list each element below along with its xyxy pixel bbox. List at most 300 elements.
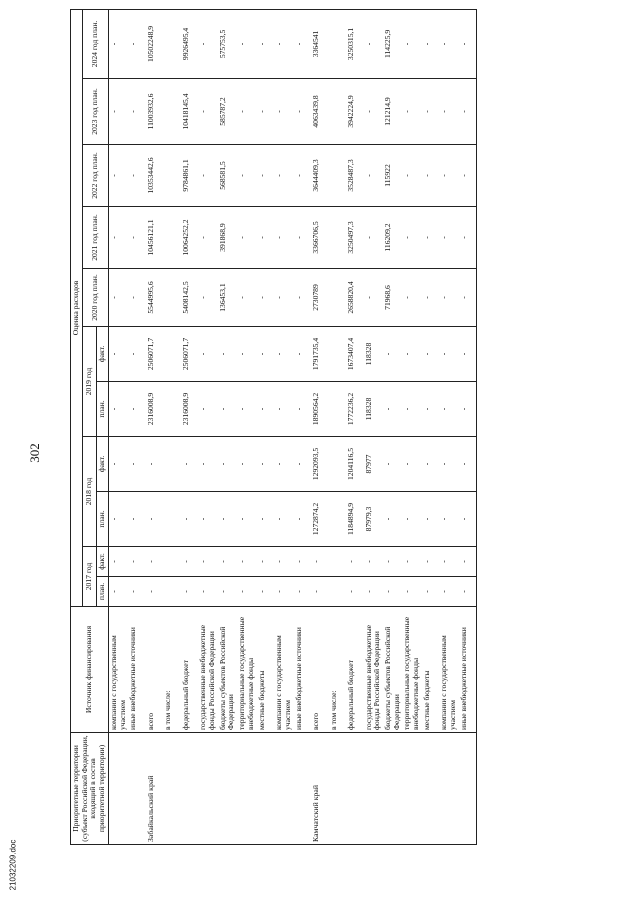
value-cell: 10502248,9 xyxy=(146,9,164,78)
value-cell: - xyxy=(146,577,164,607)
value-cell: - xyxy=(459,382,477,437)
value-cell: - xyxy=(181,547,199,577)
value-cell: - xyxy=(108,79,128,145)
value-cell: - xyxy=(364,547,383,577)
table-row xyxy=(274,9,293,844)
value-cell: 121214,9 xyxy=(383,79,402,145)
value-cell: 3644409,3 xyxy=(311,145,329,207)
table-row xyxy=(163,9,181,844)
territory-cell xyxy=(218,733,237,845)
page-number: 302 xyxy=(27,443,42,463)
value-cell: - xyxy=(128,547,146,577)
value-cell: - xyxy=(346,547,364,577)
value-cell: 10064252,2 xyxy=(181,207,199,269)
table-row xyxy=(146,9,164,844)
value-cell: - xyxy=(459,207,477,269)
value-cell: - xyxy=(439,382,458,437)
value-cell: - xyxy=(274,492,293,547)
value-cell xyxy=(163,577,181,607)
value-cell: - xyxy=(257,9,275,78)
value-cell: - xyxy=(402,547,421,577)
source-cell: территориальные государственные внебюджетные фонды xyxy=(237,607,256,733)
territory-cell xyxy=(422,733,440,845)
territory-cell xyxy=(329,733,347,845)
value-cell: - xyxy=(274,327,293,382)
value-cell: - xyxy=(294,382,312,437)
territory-cell xyxy=(128,733,146,845)
value-cell: - xyxy=(274,9,293,78)
value-cell: - xyxy=(237,437,256,492)
value-cell: 585787,2 xyxy=(218,79,237,145)
source-cell: местные бюджеты xyxy=(422,607,440,733)
value-cell: - xyxy=(383,577,402,607)
value-cell: - xyxy=(257,547,275,577)
year-2024-header: 2024 год план. xyxy=(82,9,108,78)
value-cell: - xyxy=(364,577,383,607)
value-cell: 87979,3 xyxy=(364,492,383,547)
value-cell: - xyxy=(439,269,458,327)
value-cell: 71968,6 xyxy=(383,269,402,327)
value-cell: - xyxy=(383,547,402,577)
value-cell: - xyxy=(402,382,421,437)
value-cell: 3528487,3 xyxy=(346,145,364,207)
value-cell: - xyxy=(237,577,256,607)
value-cell xyxy=(329,547,347,577)
value-cell: - xyxy=(439,9,458,78)
value-cell: - xyxy=(402,577,421,607)
value-cell: - xyxy=(198,577,217,607)
value-cell: - xyxy=(274,577,293,607)
value-cell: 10353442,6 xyxy=(146,145,164,207)
value-cell: 2316008,9 xyxy=(181,382,199,437)
value-cell: - xyxy=(439,577,458,607)
territory-cell xyxy=(383,733,402,845)
territory-cell: Камчатский край xyxy=(311,733,329,845)
value-cell: - xyxy=(257,269,275,327)
value-cell: - xyxy=(274,437,293,492)
value-cell: - xyxy=(108,327,128,382)
value-cell xyxy=(329,492,347,547)
value-cell: 3366706,5 xyxy=(311,207,329,269)
value-cell: - xyxy=(274,207,293,269)
value-cell: - xyxy=(383,382,402,437)
value-cell: - xyxy=(218,327,237,382)
territory-header: Приоритетные территории (субъект Российской Федерации, входящий в состав приоритетной территории) xyxy=(71,733,109,845)
value-cell: - xyxy=(257,145,275,207)
value-cell: 1272874,2 xyxy=(311,492,329,547)
value-cell: - xyxy=(257,327,275,382)
source-cell: местные бюджеты xyxy=(257,607,275,733)
value-cell: - xyxy=(422,327,440,382)
value-cell: - xyxy=(198,547,217,577)
value-cell: - xyxy=(459,79,477,145)
table-row xyxy=(459,9,477,844)
value-cell: 1204116,5 xyxy=(346,437,364,492)
value-cell: - xyxy=(294,437,312,492)
value-cell: 118328 xyxy=(364,382,383,437)
value-cell xyxy=(163,327,181,382)
value-cell: - xyxy=(294,145,312,207)
value-cell xyxy=(163,492,181,547)
territory-cell xyxy=(402,733,421,845)
source-cell: иные внебюджетные источники xyxy=(294,607,312,733)
value-cell: - xyxy=(218,547,237,577)
table-row xyxy=(294,9,312,844)
value-cell: - xyxy=(274,145,293,207)
value-cell: - xyxy=(459,9,477,78)
fact-2019-header: факт. xyxy=(97,327,109,382)
value-cell xyxy=(329,145,347,207)
value-cell: 115922 xyxy=(383,145,402,207)
value-cell: - xyxy=(439,547,458,577)
value-cell: 575753,5 xyxy=(218,9,237,78)
value-cell: - xyxy=(402,269,421,327)
value-cell: - xyxy=(402,492,421,547)
year-2017-header: 2017 год xyxy=(82,547,96,607)
value-cell: - xyxy=(108,437,128,492)
value-cell xyxy=(329,382,347,437)
table-row xyxy=(257,9,275,844)
value-cell xyxy=(163,269,181,327)
source-cell: компании с государственным участием xyxy=(274,607,293,733)
value-cell: 568581,5 xyxy=(218,145,237,207)
value-cell: - xyxy=(181,492,199,547)
value-cell: - xyxy=(146,547,164,577)
value-cell: - xyxy=(108,547,128,577)
territory-cell xyxy=(294,733,312,845)
value-cell: - xyxy=(237,327,256,382)
territory-cell xyxy=(108,733,128,845)
value-cell: - xyxy=(402,327,421,382)
value-cell: 5544995,6 xyxy=(146,269,164,327)
value-cell: - xyxy=(128,492,146,547)
value-cell: - xyxy=(422,9,440,78)
table-row xyxy=(364,9,383,844)
value-cell: - xyxy=(257,207,275,269)
value-cell: 1184894,9 xyxy=(346,492,364,547)
value-cell: 3942224,9 xyxy=(346,79,364,145)
value-cell: - xyxy=(422,492,440,547)
value-cell: - xyxy=(402,437,421,492)
value-cell: - xyxy=(422,437,440,492)
source-cell: всего xyxy=(311,607,329,733)
value-cell xyxy=(163,9,181,78)
value-cell: - xyxy=(257,382,275,437)
value-cell: - xyxy=(198,382,217,437)
table-row xyxy=(108,9,128,844)
value-cell: - xyxy=(274,79,293,145)
value-cell: - xyxy=(294,577,312,607)
value-cell: - xyxy=(364,9,383,78)
value-cell: - xyxy=(311,577,329,607)
source-header: Источник финансирования xyxy=(71,607,109,733)
table-row xyxy=(329,9,347,844)
value-cell: - xyxy=(108,145,128,207)
value-cell xyxy=(163,437,181,492)
value-cell: - xyxy=(218,492,237,547)
source-cell: федеральный бюджет xyxy=(346,607,364,733)
value-cell: - xyxy=(198,9,217,78)
value-cell: - xyxy=(439,492,458,547)
value-cell: - xyxy=(237,207,256,269)
value-cell: - xyxy=(198,207,217,269)
value-cell: 2506071,7 xyxy=(146,327,164,382)
value-cell: - xyxy=(237,382,256,437)
value-cell: - xyxy=(257,492,275,547)
territory-cell: Забайкальский край xyxy=(146,733,164,845)
value-cell: - xyxy=(459,577,477,607)
value-cell: 2316008,9 xyxy=(146,382,164,437)
source-cell: государственные внебюджетные фонды Российской Федерации xyxy=(198,607,217,733)
value-cell xyxy=(329,437,347,492)
value-cell: - xyxy=(294,547,312,577)
value-cell xyxy=(329,327,347,382)
value-cell xyxy=(329,577,347,607)
value-cell: - xyxy=(459,492,477,547)
source-cell: бюджеты субъектов Российской Федерации xyxy=(383,607,402,733)
value-cell: 1890564,2 xyxy=(311,382,329,437)
value-cell: - xyxy=(218,382,237,437)
value-cell: 3364541 xyxy=(311,9,329,78)
source-cell: в том числе: xyxy=(329,607,347,733)
value-cell: - xyxy=(439,437,458,492)
table-row xyxy=(128,9,146,844)
value-cell: 1673407,4 xyxy=(346,327,364,382)
value-cell: 1791735,4 xyxy=(311,327,329,382)
value-cell: - xyxy=(364,79,383,145)
value-cell: 391868,9 xyxy=(218,207,237,269)
value-cell: - xyxy=(237,492,256,547)
value-cell: 87977 xyxy=(364,437,383,492)
value-cell: - xyxy=(128,327,146,382)
value-cell: - xyxy=(364,145,383,207)
value-cell: - xyxy=(108,577,128,607)
table-row xyxy=(383,9,402,844)
source-cell: компании с государственным участием xyxy=(108,607,128,733)
value-cell: - xyxy=(439,207,458,269)
value-cell: - xyxy=(459,269,477,327)
source-cell: всего xyxy=(146,607,164,733)
value-cell: - xyxy=(128,145,146,207)
value-cell: 4063439,8 xyxy=(311,79,329,145)
value-cell: - xyxy=(181,577,199,607)
territory-cell xyxy=(459,733,477,845)
table-row xyxy=(402,9,421,844)
table-row xyxy=(181,9,199,844)
year-2019-header: 2019 год xyxy=(82,327,96,437)
value-cell: 1292093,5 xyxy=(311,437,329,492)
source-cell: компании с государственным участием xyxy=(439,607,458,733)
territory-cell xyxy=(274,733,293,845)
value-cell: - xyxy=(108,269,128,327)
value-cell xyxy=(329,79,347,145)
value-cell: - xyxy=(198,327,217,382)
value-cell: - xyxy=(128,9,146,78)
value-cell xyxy=(163,79,181,145)
plan-2019-header: план. xyxy=(97,382,109,437)
value-cell xyxy=(163,382,181,437)
value-cell: - xyxy=(237,9,256,78)
value-cell: - xyxy=(439,145,458,207)
value-cell: - xyxy=(402,207,421,269)
value-cell xyxy=(329,9,347,78)
value-cell: - xyxy=(294,79,312,145)
territory-cell xyxy=(346,733,364,845)
source-cell: государственные внебюджетные фонды Российской Федерации xyxy=(364,607,383,733)
rotated-table-container xyxy=(70,10,630,845)
value-cell: 9784861,1 xyxy=(181,145,199,207)
value-cell: - xyxy=(364,207,383,269)
table-row xyxy=(237,9,256,844)
value-cell: 2506071,7 xyxy=(181,327,199,382)
value-cell: - xyxy=(108,207,128,269)
value-cell: - xyxy=(422,145,440,207)
value-cell: 3250315,1 xyxy=(346,9,364,78)
value-cell: - xyxy=(237,79,256,145)
territory-cell xyxy=(439,733,458,845)
value-cell: 11003932,6 xyxy=(146,79,164,145)
value-cell: - xyxy=(128,207,146,269)
value-cell: - xyxy=(422,79,440,145)
estimate-header: Оценка расходов xyxy=(71,9,83,606)
territory-cell xyxy=(198,733,217,845)
value-cell: - xyxy=(198,269,217,327)
value-cell: - xyxy=(402,145,421,207)
value-cell xyxy=(163,547,181,577)
value-cell: 114225,9 xyxy=(383,9,402,78)
table-row xyxy=(218,9,237,844)
source-cell: иные внебюджетные источники xyxy=(459,607,477,733)
value-cell: - xyxy=(128,269,146,327)
value-cell: - xyxy=(402,9,421,78)
plan-2018-header: план. xyxy=(97,492,109,547)
value-cell: - xyxy=(181,437,199,492)
year-2021-header: 2021 год план. xyxy=(82,207,108,269)
value-cell: - xyxy=(198,79,217,145)
table-header xyxy=(71,9,109,844)
value-cell: - xyxy=(274,269,293,327)
year-2022-header: 2022 год план. xyxy=(82,145,108,207)
value-cell: - xyxy=(128,79,146,145)
value-cell: 10418145,4 xyxy=(181,79,199,145)
value-cell xyxy=(163,145,181,207)
source-cell: в том числе: xyxy=(163,607,181,733)
value-cell: - xyxy=(383,492,402,547)
table-row xyxy=(422,9,440,844)
value-cell: - xyxy=(237,547,256,577)
value-cell: - xyxy=(294,327,312,382)
value-cell: - xyxy=(237,145,256,207)
value-cell: 2730789 xyxy=(311,269,329,327)
table-row xyxy=(346,9,364,844)
value-cell: - xyxy=(422,577,440,607)
value-cell: - xyxy=(146,437,164,492)
value-cell: - xyxy=(198,145,217,207)
value-cell: - xyxy=(218,577,237,607)
territory-cell xyxy=(257,733,275,845)
value-cell: - xyxy=(383,327,402,382)
value-cell: - xyxy=(459,327,477,382)
value-cell: - xyxy=(237,269,256,327)
territory-cell xyxy=(237,733,256,845)
table-row xyxy=(198,9,217,844)
value-cell: - xyxy=(198,492,217,547)
year-2023-header: 2023 год план. xyxy=(82,79,108,145)
year-2020-header: 2020 год план. xyxy=(82,269,108,327)
value-cell xyxy=(163,207,181,269)
value-cell: - xyxy=(108,9,128,78)
value-cell: - xyxy=(422,382,440,437)
value-cell: - xyxy=(294,492,312,547)
value-cell: 1772236,2 xyxy=(346,382,364,437)
value-cell: - xyxy=(439,327,458,382)
value-cell: - xyxy=(257,437,275,492)
value-cell: - xyxy=(383,437,402,492)
value-cell: - xyxy=(346,577,364,607)
value-cell: - xyxy=(422,269,440,327)
value-cell: - xyxy=(198,437,217,492)
document-footer: 21032209.doc xyxy=(8,839,18,891)
year-2018-header: 2018 год xyxy=(82,437,96,547)
value-cell: 116209,2 xyxy=(383,207,402,269)
value-cell: - xyxy=(257,79,275,145)
value-cell: - xyxy=(128,382,146,437)
value-cell: - xyxy=(294,207,312,269)
source-cell: иные внебюджетные источники xyxy=(128,607,146,733)
source-cell: территориальные государственные внебюджетные фонды xyxy=(402,607,421,733)
value-cell: - xyxy=(108,382,128,437)
value-cell: - xyxy=(364,269,383,327)
value-cell: - xyxy=(128,577,146,607)
territory-cell xyxy=(163,733,181,845)
value-cell: - xyxy=(218,437,237,492)
fact-2017-header: факт. xyxy=(97,547,109,577)
value-cell: - xyxy=(402,79,421,145)
value-cell: 2658820,4 xyxy=(346,269,364,327)
value-cell: 3250497,3 xyxy=(346,207,364,269)
value-cell: - xyxy=(294,269,312,327)
value-cell: - xyxy=(459,145,477,207)
value-cell: - xyxy=(274,382,293,437)
table-row xyxy=(439,9,458,844)
territory-cell xyxy=(181,733,199,845)
value-cell: - xyxy=(128,437,146,492)
value-cell: - xyxy=(257,577,275,607)
table-row xyxy=(311,9,329,844)
value-cell: - xyxy=(422,207,440,269)
plan-2017-header: план. xyxy=(97,577,109,607)
fact-2018-header: факт. xyxy=(97,437,109,492)
value-cell: - xyxy=(422,547,440,577)
source-cell: федеральный бюджет xyxy=(181,607,199,733)
value-cell: - xyxy=(311,547,329,577)
value-cell: - xyxy=(459,437,477,492)
value-cell: - xyxy=(146,492,164,547)
value-cell: 9926495,4 xyxy=(181,9,199,78)
table-body xyxy=(108,9,476,844)
value-cell: 5408142,5 xyxy=(181,269,199,327)
value-cell: 10456121,1 xyxy=(146,207,164,269)
value-cell xyxy=(329,207,347,269)
funding-table xyxy=(70,9,477,845)
value-cell: 118328 xyxy=(364,327,383,382)
value-cell: - xyxy=(459,547,477,577)
territory-cell xyxy=(364,733,383,845)
value-cell: - xyxy=(294,9,312,78)
value-cell: - xyxy=(108,492,128,547)
value-cell: 136453,1 xyxy=(218,269,237,327)
value-cell: - xyxy=(439,79,458,145)
